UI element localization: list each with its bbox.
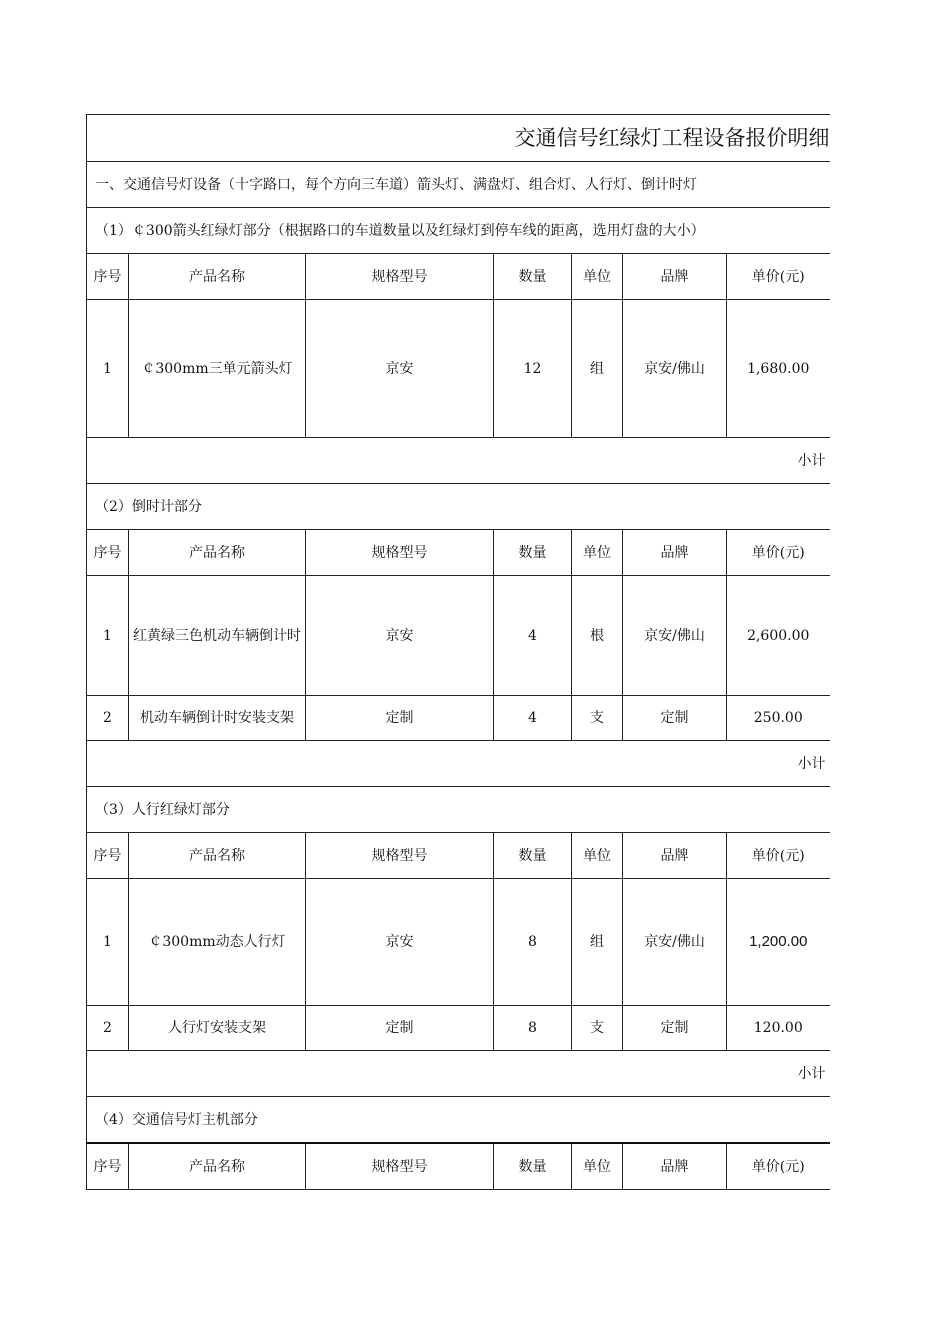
quote-sheet	[86, 114, 829, 1190]
header-unit: 单位	[572, 530, 623, 576]
cell-spec: 京安	[306, 300, 494, 438]
cell-unit: 支	[572, 1006, 623, 1051]
cell-no: 2	[87, 696, 129, 741]
header-unit: 单位	[572, 833, 623, 879]
cell-name: 机动车辆倒计时安装支架	[129, 696, 306, 741]
table-header-row	[87, 254, 830, 300]
table-row	[87, 696, 830, 741]
header-name: 产品名称	[129, 254, 306, 300]
header-qty: 数量	[494, 530, 572, 576]
header-qty: 数量	[494, 833, 572, 879]
cell-spec: 京安	[306, 879, 494, 1006]
header-spec: 规格型号	[306, 254, 494, 300]
cell-price: 250.00	[727, 696, 830, 741]
table-row	[87, 1006, 830, 1051]
table-row	[87, 576, 830, 696]
cell-spec: 京安	[306, 576, 494, 696]
header-name: 产品名称	[129, 833, 306, 879]
part-1-title: （1）￠300箭头红绿灯部分（根据路口的车道数量以及红绿灯到停车线的距离，选用灯盘的大小）	[87, 208, 830, 254]
cell-brand: 京安/佛山	[623, 879, 727, 1006]
header-unit: 单位	[572, 1143, 623, 1190]
header-name: 产品名称	[129, 1143, 306, 1190]
header-brand: 品牌	[623, 530, 727, 576]
header-no: 序号	[87, 833, 129, 879]
header-qty: 数量	[494, 254, 572, 300]
header-brand: 品牌	[623, 833, 727, 879]
header-name: 产品名称	[129, 530, 306, 576]
page-title: 交通信号红绿灯工程设备报价明细	[87, 115, 830, 162]
header-no: 序号	[87, 254, 129, 300]
cell-unit: 组	[572, 879, 623, 1006]
table-row	[87, 879, 830, 1006]
cell-no: 1	[87, 879, 129, 1006]
header-no: 序号	[87, 530, 129, 576]
header-price: 单价(元)	[727, 833, 830, 879]
cell-unit: 根	[572, 576, 623, 696]
cell-qty: 4	[494, 696, 572, 741]
cell-brand: 京安/佛山	[623, 576, 727, 696]
quote-table	[86, 114, 830, 1190]
cell-qty: 4	[494, 576, 572, 696]
cell-name: 红黄绿三色机动车辆倒计时	[129, 576, 306, 696]
header-spec: 规格型号	[306, 530, 494, 576]
table-header-row	[87, 1143, 830, 1190]
cell-name: ￠300mm动态人行灯	[129, 879, 306, 1006]
header-brand: 品牌	[623, 254, 727, 300]
cell-qty: 8	[494, 1006, 572, 1051]
part-3-title: （3）人行红绿灯部分	[87, 787, 830, 833]
part-2-title: （2）倒时计部分	[87, 484, 830, 530]
cell-spec: 定制	[306, 696, 494, 741]
cell-name: 人行灯安装支架	[129, 1006, 306, 1051]
cell-no: 1	[87, 300, 129, 438]
header-no: 序号	[87, 1143, 129, 1190]
cell-brand: 定制	[623, 696, 727, 741]
header-unit: 单位	[572, 254, 623, 300]
table-header-row	[87, 530, 830, 576]
cell-price: 120.00	[727, 1006, 830, 1051]
header-brand: 品牌	[623, 1143, 727, 1190]
cell-name: ￠300mm三单元箭头灯	[129, 300, 306, 438]
header-spec: 规格型号	[306, 833, 494, 879]
subtotal-label: 小计	[87, 741, 830, 787]
cell-no: 2	[87, 1006, 129, 1051]
header-qty: 数量	[494, 1143, 572, 1190]
cell-price: 1,200.00	[727, 879, 830, 1006]
header-price: 单价(元)	[727, 254, 830, 300]
cell-brand: 京安/佛山	[623, 300, 727, 438]
cell-price: 2,600.00	[727, 576, 830, 696]
cell-unit: 支	[572, 696, 623, 741]
part-4-title: （4）交通信号灯主机部分	[87, 1097, 830, 1144]
cell-unit: 组	[572, 300, 623, 438]
cell-spec: 定制	[306, 1006, 494, 1051]
table-header-row	[87, 833, 830, 879]
cell-brand: 定制	[623, 1006, 727, 1051]
section-heading: 一、交通信号灯设备（十字路口，每个方向三车道）箭头灯、满盘灯、组合灯、人行灯、倒计时灯	[87, 162, 830, 208]
header-price: 单价(元)	[727, 530, 830, 576]
cell-qty: 12	[494, 300, 572, 438]
cell-no: 1	[87, 576, 129, 696]
cell-price: 1,680.00	[727, 300, 830, 438]
cell-qty: 8	[494, 879, 572, 1006]
header-spec: 规格型号	[306, 1143, 494, 1190]
subtotal-label: 小计	[87, 1051, 830, 1097]
table-row	[87, 300, 830, 438]
header-price: 单价(元)	[727, 1143, 830, 1190]
subtotal-label: 小计	[87, 438, 830, 484]
